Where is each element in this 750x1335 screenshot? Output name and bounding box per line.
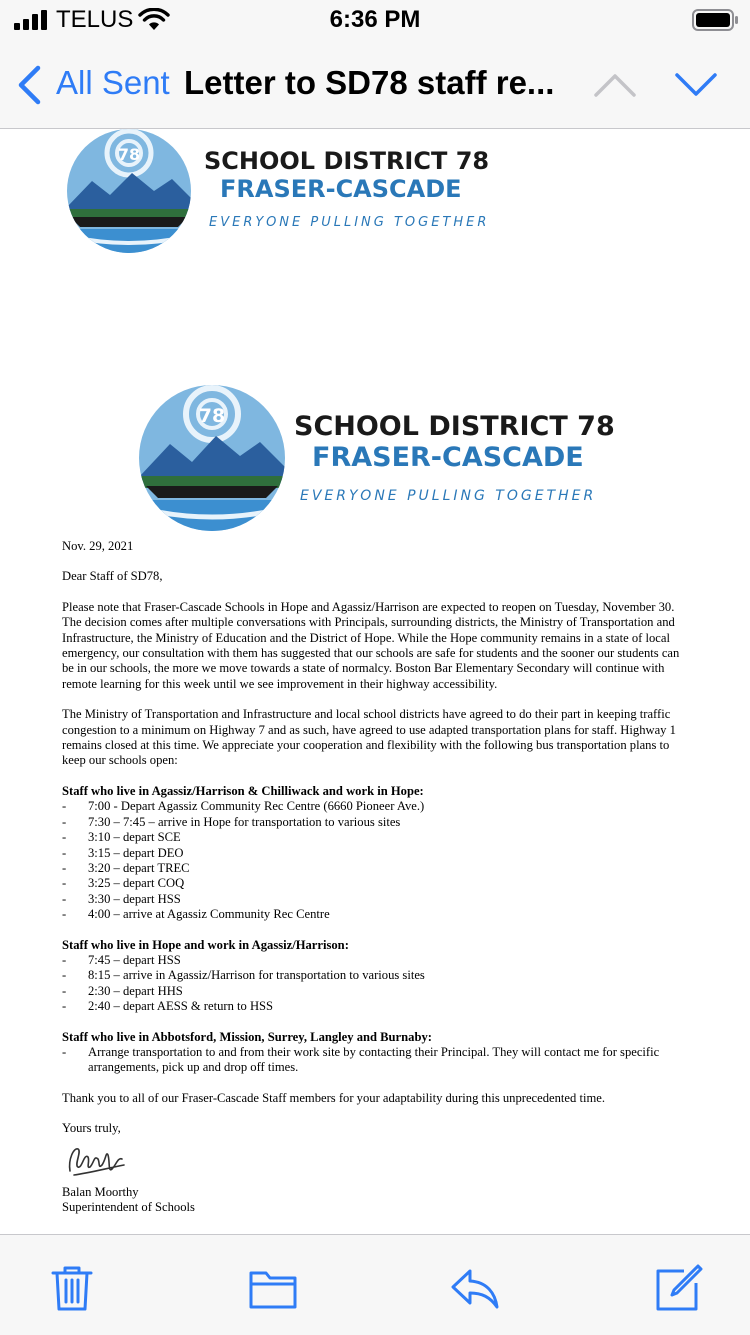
transport-group-agassiz xyxy=(62,938,688,1015)
logo-region-name: FRASER-CASCADE xyxy=(312,442,584,473)
logo-district-name: SCHOOL DISTRICT 78 xyxy=(204,147,490,175)
letter-signoff: Yours truly, xyxy=(62,1121,121,1136)
clock: 6:36 PM xyxy=(329,6,421,33)
logo-region-name: FRASER-CASCADE xyxy=(220,175,462,203)
compose-icon[interactable] xyxy=(654,1263,704,1313)
list-item: - 8:15 – arrive in Agassiz/Harrison for transportation to various sites xyxy=(62,968,425,983)
svg-text:78: 78 xyxy=(117,145,141,164)
previous-message-chevron-up-icon[interactable] xyxy=(593,72,637,98)
list-item: - 3:20 – depart TREC xyxy=(62,860,190,875)
chevron-left-icon[interactable] xyxy=(16,64,42,106)
group-heading: Staff who live in Agassiz/Harrison & Chilliwack and work in Hope: xyxy=(62,783,424,798)
school-district-logo-letterhead xyxy=(136,384,616,534)
group-heading: Staff who live in Hope and work in Agassiz/Harrison: xyxy=(62,937,349,952)
logo-motto: EVERYONE PULLING TOGETHER xyxy=(300,488,597,504)
transport-group-lower-mainland xyxy=(62,1030,688,1076)
letter-paragraph: Please note that Fraser-Cascade Schools in Hope and Agassiz/Harrison are expected to reopen on Tuesday, November 30. The decision comes after multiple conversations with Principals, surrounding districts, the Ministry of Transportation and Infrastructure, the Ministry of Education and the District of Hope. While the Hope community remains in a state of local emergency, our consultation with them has suggested that our schools are safe for students and the sooner our students can be in our schools, the more we move towards a state of normalcy. Boston Bar Elementary Secondary will continue with remote learning for this week until we see improvement in their highway accessibility. xyxy=(62,599,680,691)
next-message-chevron-down-icon[interactable] xyxy=(674,72,718,98)
list-item: - 7:30 – 7:45 – arrive in Hope for transportation to various sites xyxy=(62,814,401,829)
back-button[interactable]: All Sent xyxy=(56,64,170,101)
letter-paragraph: The Ministry of Transportation and Infrastructure and local school districts have agreed to do their part in keeping traffic congestion to a minimum on Highway 7 and as such, have agreed to use adapted transportation plans for staff. Highway 1 remains closed at this time. We appreciate your cooperation and flexibility with the following bus transportation plans to keep our schools open: xyxy=(62,707,676,768)
battery-icon xyxy=(692,8,740,32)
group-heading: Staff who live in Abbotsford, Mission, Surrey, Langley and Burnaby: xyxy=(62,1029,432,1044)
navigation-bar xyxy=(0,42,750,129)
trash-icon[interactable] xyxy=(47,1263,97,1313)
folder-icon[interactable] xyxy=(248,1263,298,1313)
email-body[interactable] xyxy=(0,129,750,1234)
district-emblem-icon xyxy=(136,384,288,534)
bottom-toolbar xyxy=(0,1234,750,1335)
list-item: - 3:10 – depart SCE xyxy=(62,830,181,845)
list-item: - 7:45 – depart HSS xyxy=(62,952,181,967)
carrier-name: TELUS xyxy=(56,6,134,33)
transport-group-hope xyxy=(62,784,688,923)
message-subject-title: Letter to SD78 staff re... xyxy=(184,64,555,101)
letter-content xyxy=(62,539,688,1215)
logo-district-name: SCHOOL DISTRICT 78 xyxy=(294,411,615,442)
district-emblem-icon xyxy=(62,129,196,257)
signature-image xyxy=(64,1139,128,1181)
list-item: - 3:25 – depart COQ xyxy=(62,876,185,891)
svg-text:78: 78 xyxy=(198,405,226,427)
school-district-logo-banner-top xyxy=(62,129,502,257)
letter-greeting: Dear Staff of SD78, xyxy=(62,569,163,584)
logo-motto: EVERYONE PULLING TOGETHER xyxy=(209,215,490,230)
signer-name: Balan Moorthy xyxy=(62,1184,139,1199)
list-item: - 2:30 – depart HHS xyxy=(62,983,183,998)
list-item: - 7:00 - Depart Agassiz Community Rec Centre (6660 Pioneer Ave.) xyxy=(62,799,425,814)
list-item: - 4:00 – arrive at Agassiz Community Rec Centre xyxy=(62,907,330,922)
list-item: - 3:30 – depart HSS xyxy=(62,891,181,906)
status-bar xyxy=(0,0,750,42)
signer-title: Superintendent of Schools xyxy=(62,1200,195,1214)
reply-icon[interactable] xyxy=(450,1263,500,1313)
letter-closing: Thank you to all of our Fraser-Cascade Staff members for your adaptability during this unprecedented time. xyxy=(62,1090,605,1105)
list-item: - Arrange transportation to and from their work site by contacting their Principal. They will contact me for specific arrangements, pick up and drop off times. xyxy=(62,1044,660,1075)
letter-date: Nov. 29, 2021 xyxy=(62,539,134,553)
list-item: - 2:40 – depart AESS & return to HSS xyxy=(62,999,274,1014)
list-item: - 3:15 – depart DEO xyxy=(62,845,184,860)
